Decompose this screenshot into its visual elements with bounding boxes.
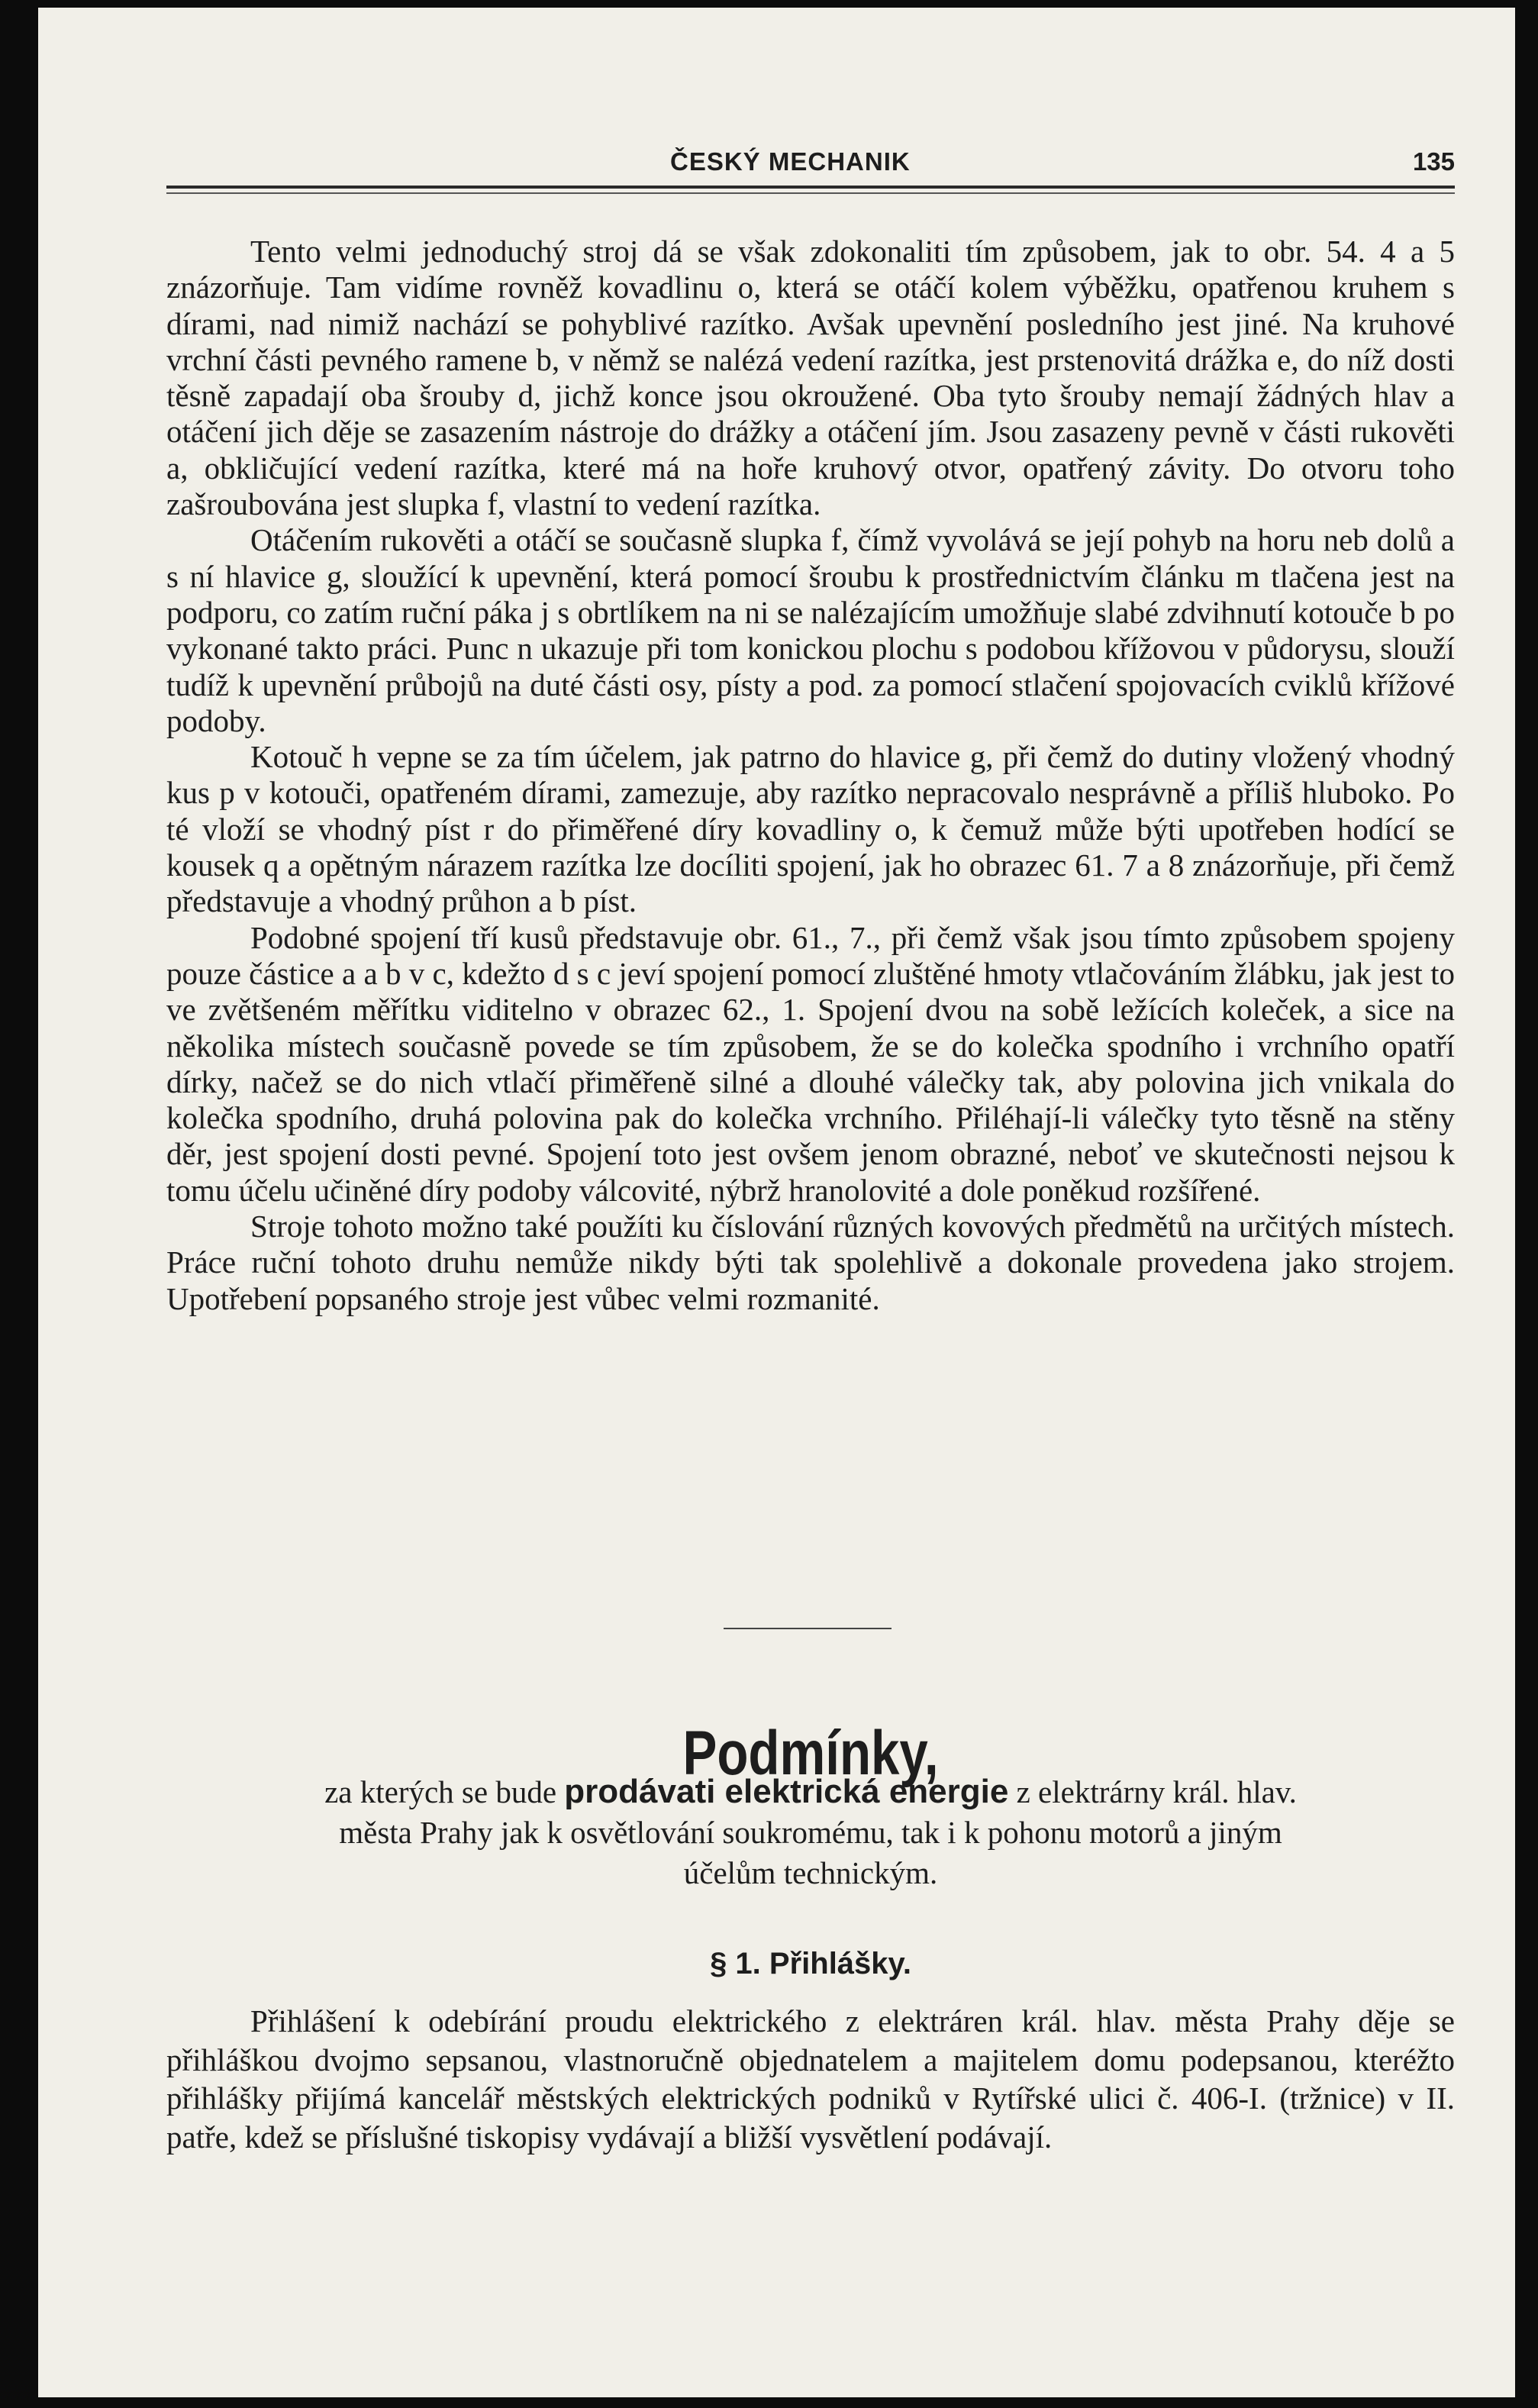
paragraph: Kotouč h vepne se za tím účelem, jak patrno do hlavice g, při čemž do dutiny vložený vhodný kus p v kotouči, opatřeném dírami, zamezuje, aby razítko nepracovalo nesprávně a příliš hluboko. Po té vloží se vhodný píst r do přiměřené díry kovadliny o, k čemuž může býti upotřeben hodící se kousek q a opětným nárazem razítka lze docíliti spojení, jak ho obrazec 61. 7 a 8 znázorňuje, při čemž představuje a vhodný průhon a b píst. xyxy=(166,739,1455,919)
paragraph: Tento velmi jednoduchý stroj dá se však zdokonaliti tím způsobem, jak to obr. 54. 4 a 5 znázorňuje. Tam vidíme rovněž kovadlinu o, která se otáčí kolem výběžku, opatřenou kruhem s dírami, nad nimiž nachází se pohyblivé razítko. Avšak upevnění posledního jest jiné. Na kruhové vrchní části pevného ramene b, v němž se nalézá vedení razítka, jest prstenovitá drážka e, do níž dosti těsně zapadají oba šrouby d, jichž konce jsou okroužené. Oba tyto šrouby nemají žádných hlav a otáčení jich děje se zasazením nástroje do drážky a otáčení jím. Jsou zasazeny pevně v části rukověti a, obkličující vedení razítka, které má na hoře kruhový otvor, opatřený závity. Do otvoru toho zašroubována jest slupka f, vlastní to vedení razítka. xyxy=(166,234,1455,522)
announcement-subheading xyxy=(166,1771,1455,1893)
section-title: § 1. Přihlášky. xyxy=(710,1947,911,1980)
section-divider xyxy=(724,1628,892,1629)
announcement-heading: Podmínky, xyxy=(682,1719,939,1788)
paragraph: Stroje tohoto možno také použíti ku číslování různých kovových předmětů na určitých místech. Práce ruční tohoto druhu nemůže nikdy býti tak spolehlivě a dokonale provedena jako strojem. Upotřebení popsaného stroje jest vůbec velmi rozmanité. xyxy=(166,1209,1455,1316)
subheading-line-3: účelům technickým. xyxy=(683,1855,938,1890)
paragraph: Přihlášení k odebírání proudu elektrického z elektráren král. hlav. města Prahy děje se přihláškou dvojmo sepsanou, vlastnoručně objednatelem a majitelem domu podepsanou, kteréžto přihlášky přijímá kancelář městských elektrických podniků v Rytířské ulici č. 406-I. (tržnice) v II. patře, kdež se příslušné tiskopisy vydávají a bližší vysvětlení podávají. xyxy=(166,2003,1455,2155)
subheading-text: z elektrárny král. hlav. xyxy=(1008,1774,1297,1809)
page xyxy=(38,8,1515,2397)
subheading-line-1 xyxy=(166,1771,1455,1812)
running-head xyxy=(166,8,1455,176)
page-number: 135 xyxy=(1412,147,1455,176)
section-body xyxy=(166,2002,1455,2156)
subheading-bold-term: prodávati elektrická energie xyxy=(564,1773,1009,1810)
header-rule xyxy=(166,186,1455,189)
paragraph: Otáčením rukověti a otáčí se současně slupka f, čímž vyvolává se její pohyb na horu neb dolů a s ní hlavice g, sloužící k upevnění, která pomocí šroubu k prostřednictvím článku m tlačena jest na podporu, co zatím ruční páka j s obrtlíkem na ni se nalézajícím umožňuje slabé zdvihnutí kotouče b po vykonané takto práci. Punc n ukazuje při tom konickou plochu s podobou křížovou v půdorysu, slouží tudíž k upevnění průbojů na duté části osy, písty a pod. za pomocí stlačení spojovacích cviklů křížové podoby. xyxy=(166,522,1455,738)
article-body xyxy=(166,234,1455,1317)
journal-title: ČESKÝ MECHANIK xyxy=(670,147,911,176)
subheading-text: za kterých se bude xyxy=(324,1774,565,1809)
paragraph: Podobné spojení tří kusů představuje obr. 61., 7., při čemž však jsou tímto způsobem spojeny pouze částice a a b v c, kdežto d s c jeví spojení pomocí zluštěné hmoty vtlačováním žlábku, jak jest to ve zvětšeném měřítku viditelno v obrazec 62., 1. Spojení dvou na sobě ležících koleček, a sice na několika místech současně povede se tím způsobem, že se do kolečka spodního i vrchního opatří dírky, načež se do nich vtlačí přiměřeně silné a dlouhé válečky tak, aby polovina jich vnikala do kolečka spodního, druhá polovina pak do kolečka vrchního. Přiléhají-li válečky tyto těsně na stěny děr, jest spojení dosti pevné. Spojení toto jest ovšem jenom obrazné, neboť ve skutečnosti nejsou k tomu účelu učiněné díry podoby válcovité, nýbrž hranolovité a dole poněkud rozšířené. xyxy=(166,919,1455,1208)
subheading-line-2: města Prahy jak k osvětlování soukromému, tak i k pohonu motorů a jiným xyxy=(339,1815,1282,1850)
page-content xyxy=(166,8,1455,2155)
header-rule-thin xyxy=(166,192,1455,194)
